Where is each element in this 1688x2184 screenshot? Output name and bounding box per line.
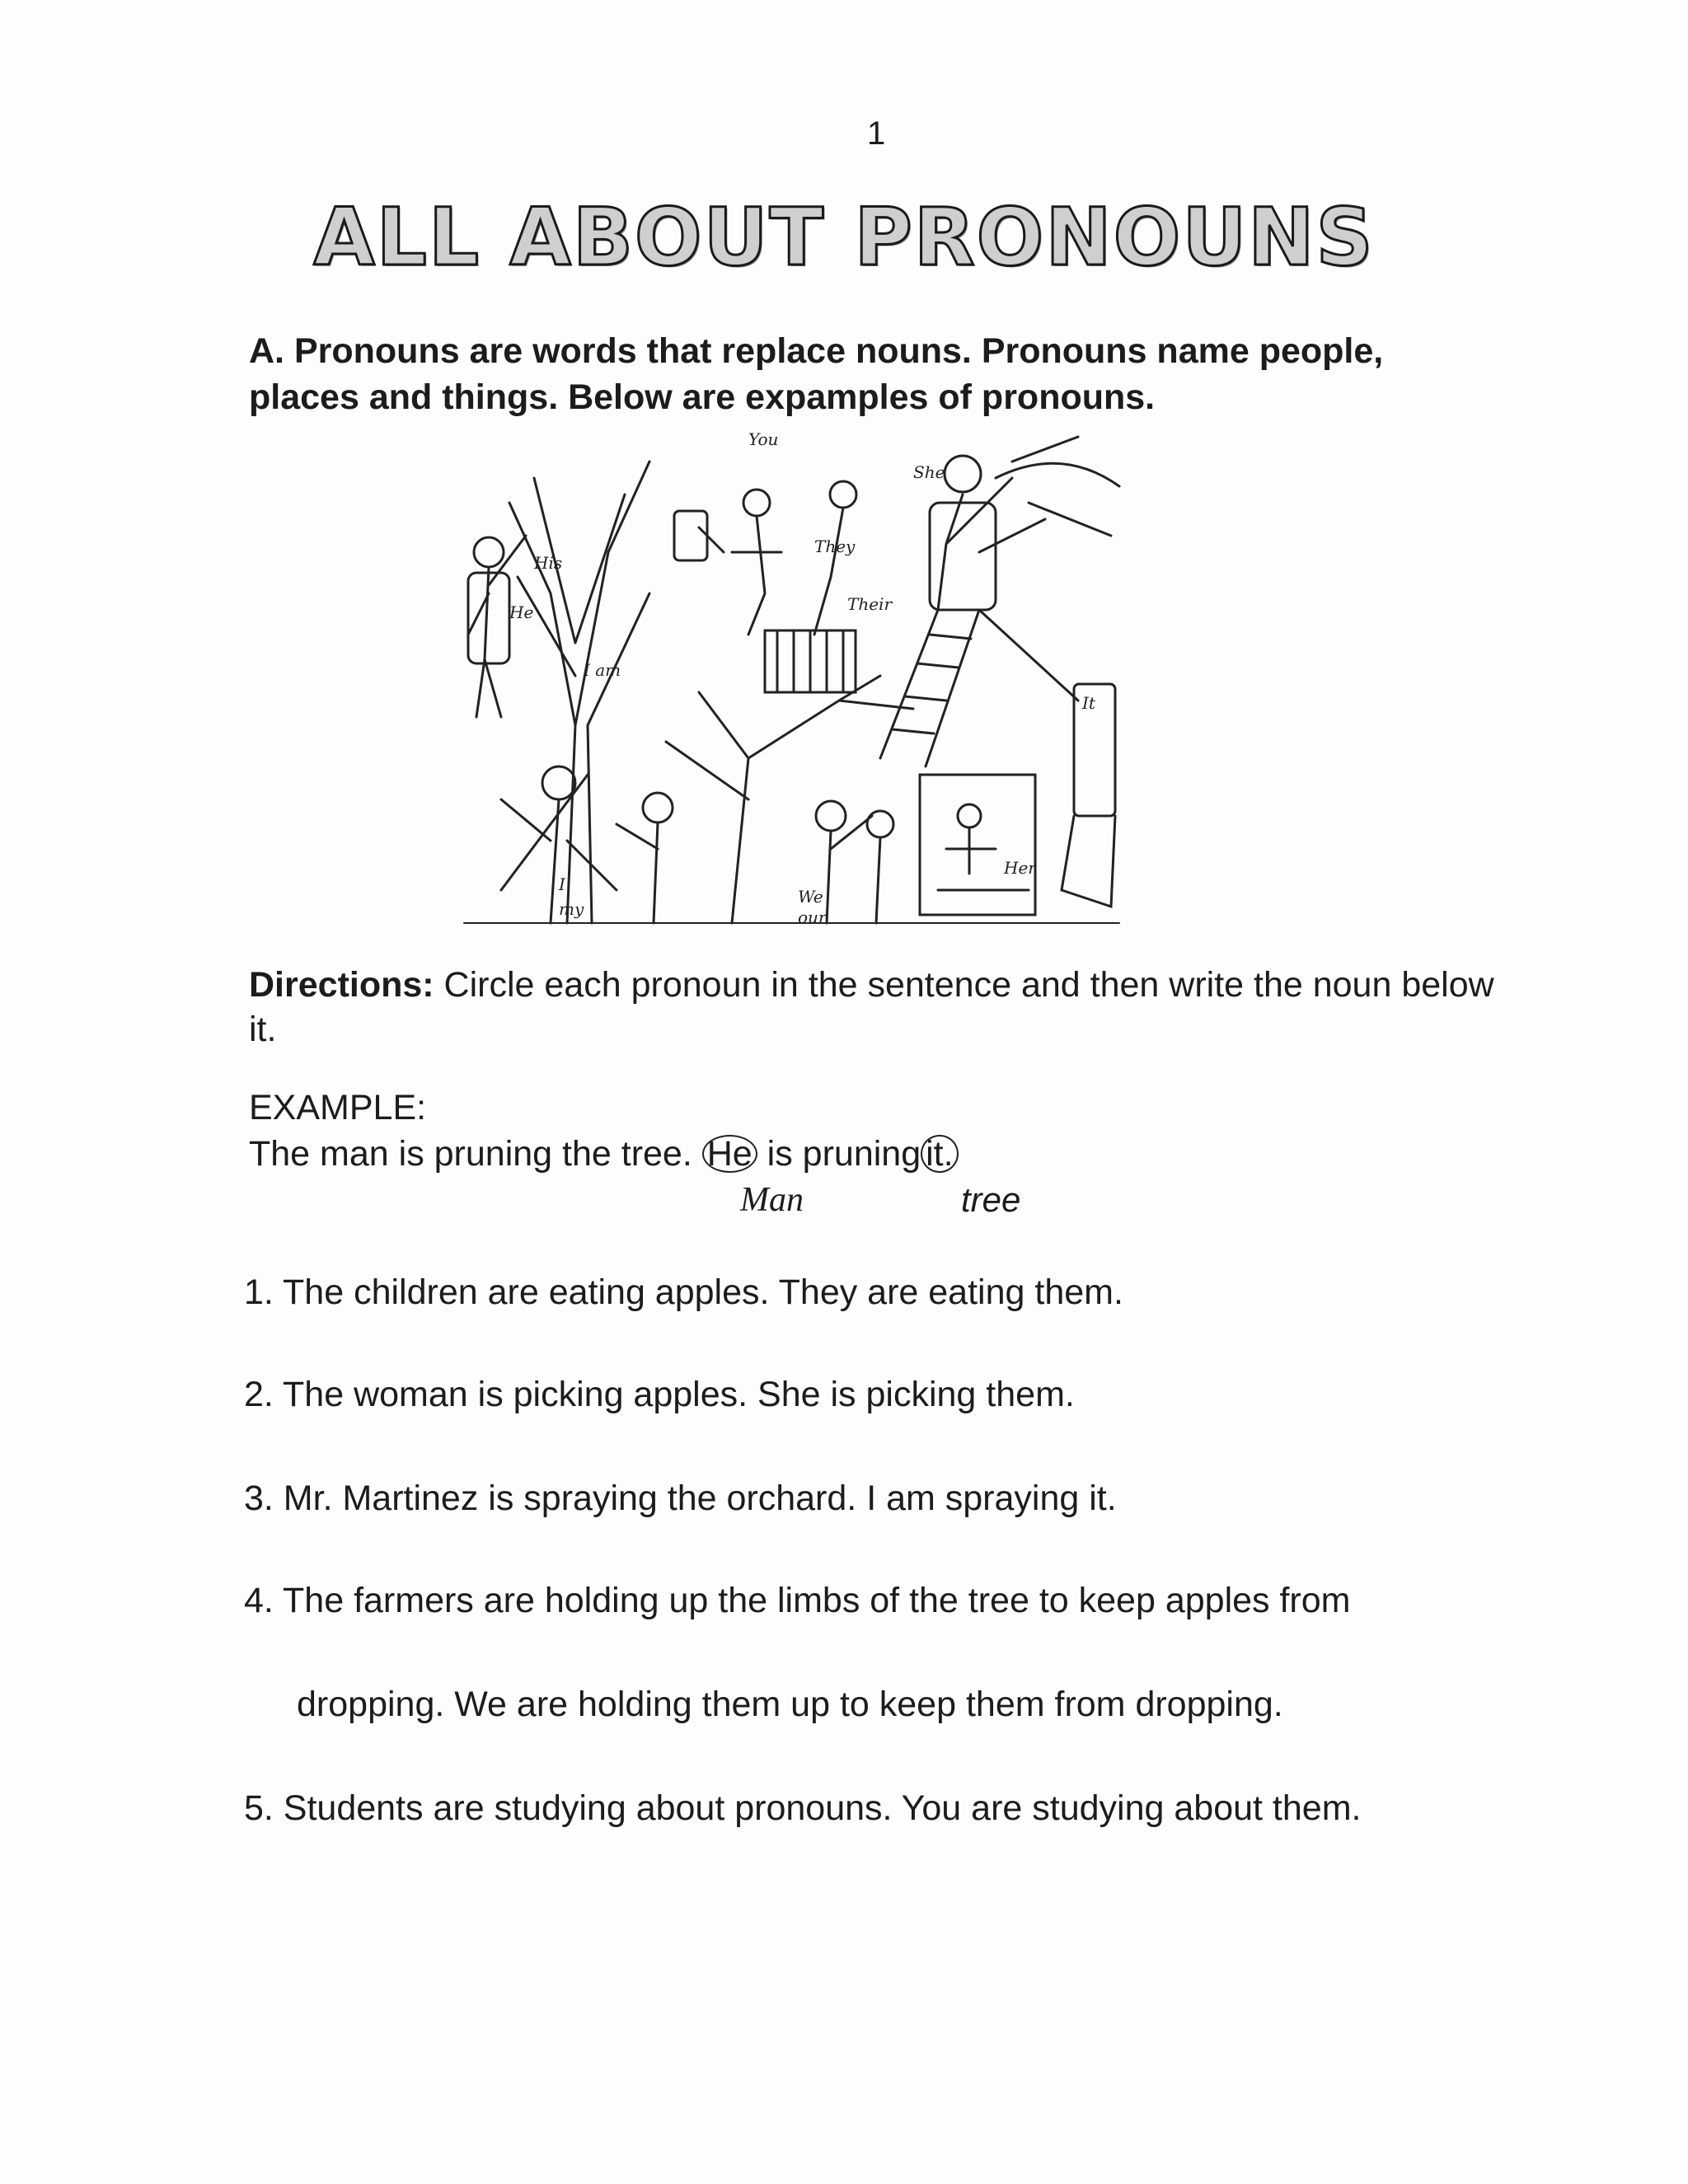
exercise-item-4: 4. The farmers are holding up the limbs of the tree to keep apples from bbox=[244, 1581, 1351, 1620]
label-my: my bbox=[559, 899, 584, 919]
example-answer-man: Man bbox=[740, 1181, 804, 1219]
example-heading: EXAMPLE: bbox=[249, 1088, 427, 1127]
circled-pronoun-he: He bbox=[702, 1135, 757, 1173]
label-you: You bbox=[748, 429, 779, 449]
example-text: The man is pruning the tree. bbox=[249, 1134, 702, 1174]
label-our: our bbox=[798, 907, 827, 927]
page-number: 1 bbox=[867, 115, 886, 152]
label-they: They bbox=[814, 537, 856, 556]
label-her: Her bbox=[1004, 858, 1036, 878]
label-it: It bbox=[1082, 693, 1095, 713]
intro-paragraph bbox=[249, 328, 1502, 420]
intro-line-2: places and things. Below are expamples of pronouns. bbox=[249, 377, 1156, 417]
label-he: He bbox=[509, 602, 534, 622]
orchard-illustration bbox=[452, 429, 1137, 940]
exercise-item-1: 1. The children are eating apples. They are eating them. bbox=[244, 1272, 1123, 1312]
directions bbox=[249, 963, 1502, 1052]
directions-label: Directions: bbox=[249, 965, 434, 1005]
label-their: Their bbox=[847, 594, 893, 614]
example-sentence bbox=[249, 1134, 959, 1174]
example-middle: is pruning bbox=[757, 1134, 921, 1174]
label-i: I bbox=[559, 874, 565, 894]
directions-text: Circle each pronoun in the sentence and then write the noun below it. bbox=[249, 965, 1494, 1049]
example-answer-tree: tree bbox=[961, 1180, 1021, 1219]
intro-line-1: A. Pronouns are words that replace nouns. Pronouns name people, bbox=[249, 331, 1384, 371]
label-i-am: I am bbox=[584, 660, 621, 680]
label-his: His bbox=[534, 553, 563, 573]
exercise-item-4-continued: dropping. We are holding them up to keep them from dropping. bbox=[297, 1685, 1283, 1724]
exercise-item-2: 2. The woman is picking apples. She is picking them. bbox=[244, 1375, 1075, 1414]
exercise-item-5: 5. Students are studying about pronouns. You are studying about them. bbox=[244, 1788, 1362, 1828]
label-we: We bbox=[798, 887, 823, 907]
exercise-item-3: 3. Mr. Martinez is spraying the orchard. I am spraying it. bbox=[244, 1479, 1117, 1518]
page-title: ALL ABOUT PRONOUNS bbox=[313, 191, 1375, 284]
label-she: She bbox=[913, 462, 945, 482]
circled-pronoun-it: it. bbox=[921, 1135, 958, 1173]
